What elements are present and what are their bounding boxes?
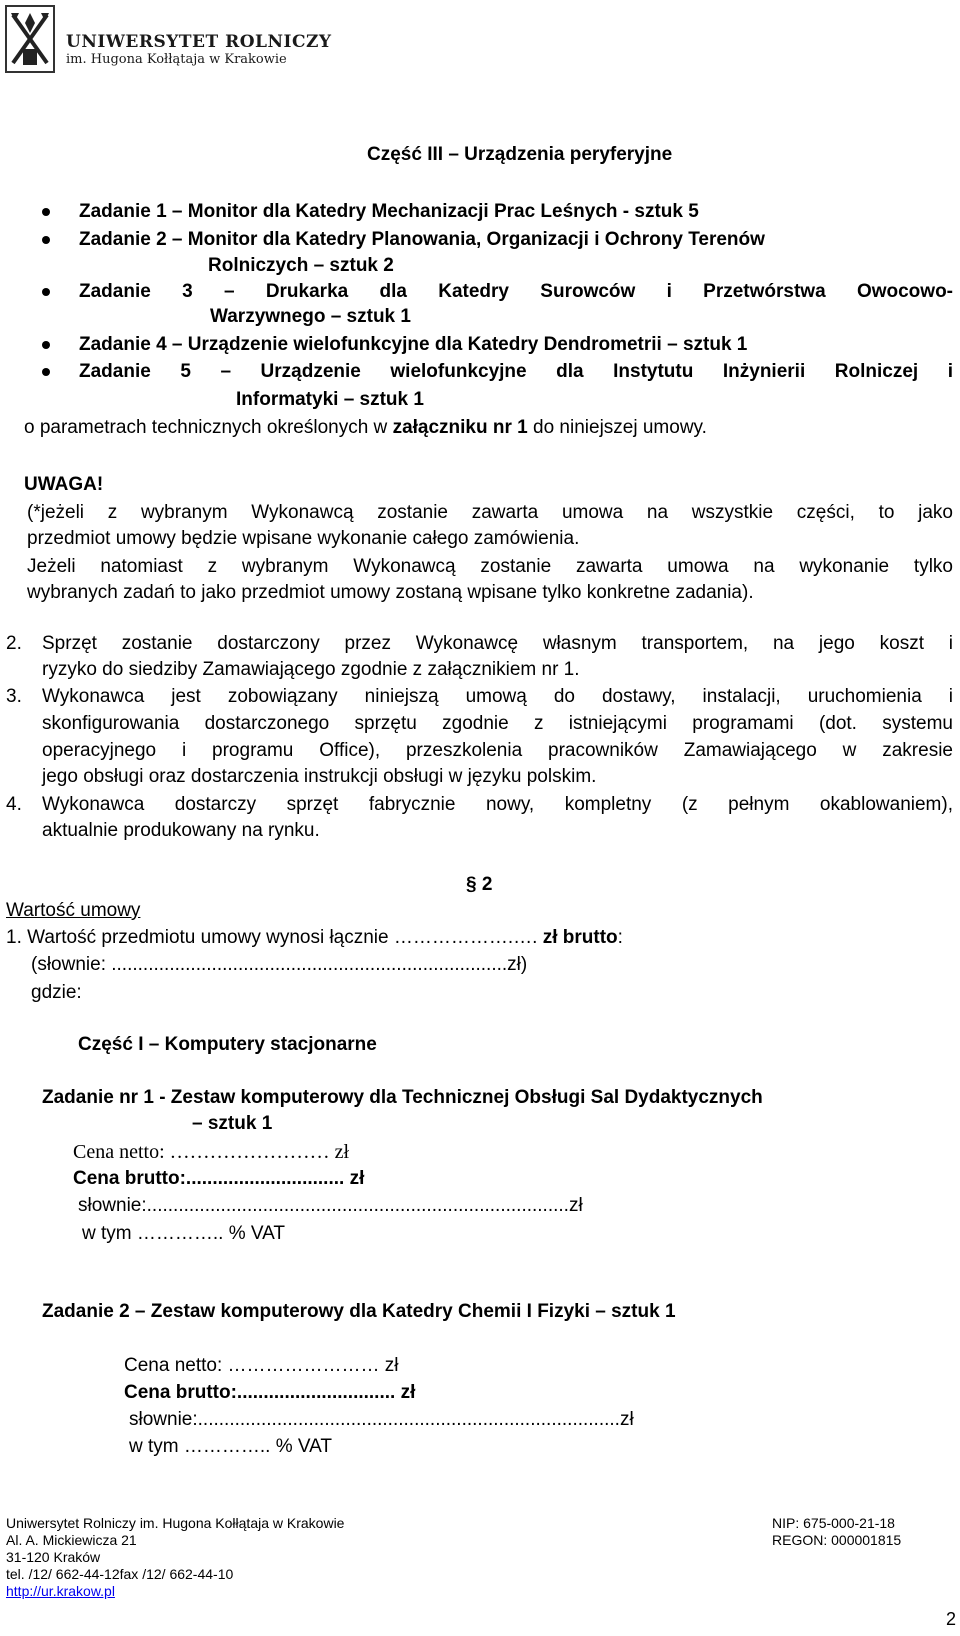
task-line: Zadanie 3 – Drukarka dla Katedry Surowców i Przetwórstwa Owocowo- [79,281,953,302]
net-price: Cena netto: …………………… zł [124,1355,399,1376]
warning-line: (*jeżeli z wybranym Wykonawcą zostanie zawarta umowa na wszystkie części, to jako [27,502,953,523]
point-line: Wykonawca dostarczy sprzęt fabrycznie nowy, kompletny (z pełnym okablowaniem), [42,794,953,815]
net-price: Cena netto: …………………… zł [73,1141,350,1163]
task-line: Rolniczych – sztuk 2 [208,255,394,276]
point-line: skonfigurowania dostarczonego sprzętu zgodnie z istniejącymi programami (dot. systemu [42,713,953,734]
value-in-words: (słownie: ...........................................................................zł) [31,954,528,975]
point-number: 2. [6,633,22,654]
point-line: ryzyko do siedziby Zamawiającego zgodnie z załącznikiem nr 1. [42,659,580,680]
task-line: Zadanie 1 – Monitor dla Katedry Mechanizacji Prac Leśnych - sztuk 5 [79,201,699,222]
bullet-icon [42,288,50,296]
bullet-icon [42,236,50,244]
task-line: Zadanie 4 – Urządzenie wielofunkcyjne dla Katedry Dendrometrii – sztuk 1 [79,334,748,355]
warning-line: wybranych zadań to jako przedmiot umowy zostaną wpisane tylko konkretne zadania). [27,582,754,603]
footer-address-line: 31-120 Kraków [6,1549,101,1565]
params-note [24,415,707,441]
bullet-icon [42,341,50,349]
price-in-words: słownie:................................................................................zł [129,1409,634,1430]
section-title: Część III – Urządzenia peryferyjne [367,144,673,165]
task-title: Zadanie nr 1 - Zestaw komputerowy dla Technicznej Obsługi Sal Dydaktycznych [42,1087,763,1108]
footer-nip: NIP: 675-000-21-18 [772,1515,895,1531]
task-title: – sztuk 1 [192,1113,273,1134]
page-number: 2 [946,1609,957,1629]
website-link[interactable]: http://ur.krakow.pl [6,1583,115,1599]
point-line: jego obsługi oraz dostarczenia instrukcji obsługi w języku polskim. [42,766,597,787]
footer-address-line: Uniwersytet Rolniczy im. Hugona Kołłątaja w Krakowie [6,1515,345,1531]
bullet-icon [42,368,50,376]
point-number: 3. [6,686,22,707]
task-line: Warzywnego – sztuk 1 [210,306,411,327]
price-in-words: słownie:................................................................................zł [78,1195,583,1216]
university-name: UNIWERSYTET ROLNICZY [66,32,332,52]
footer-address-line: Al. A. Mickiewicza 21 [6,1532,137,1548]
paragraph-sign: § 2 [466,874,493,895]
contract-value-text: 1. Wartość przedmiotu umowy wynosi łącznie ……………….…. [6,927,543,948]
warning-label: UWAGA! [24,474,104,495]
gross-price: Cena brutto:.............................. zł [73,1168,365,1189]
task-title: Zadanie 2 – Zestaw komputerowy dla Katedry Chemii I Fizyki – sztuk 1 [42,1301,676,1322]
university-crest-icon [5,5,55,73]
contract-value-colon: : [617,927,623,948]
gross-price: Cena brutto:.............................. zł [124,1382,416,1403]
where-label: gdzie: [31,982,82,1003]
section-heading: Wartość umowy [6,900,141,921]
warning-line: przedmiot umowy będzie wpisane wykonanie całego zamówienia. [27,528,580,549]
vat-line: w tym ………….. % VAT [82,1223,286,1244]
point-line: aktualnie produkowany na rynku. [42,820,320,841]
point-line: operacyjnego i programu Office), przeszkolenia pracowników Zamawiającego w zakresie [42,740,953,761]
footer-regon: REGON: 000001815 [772,1532,902,1548]
task-line: Informatyki – sztuk 1 [236,389,424,410]
task-line: Zadanie 5 – Urządzenie wielofunkcyjne dla Instytutu Inżynierii Rolniczej i [79,361,953,382]
point-number: 4. [6,794,22,815]
warning-line: Jeżeli natomiast z wybranym Wykonawcą zostanie zawarta umowa na wykonanie tylko [27,556,953,577]
params-prefix: o parametrach technicznych określonych w [24,417,393,438]
params-suffix: do niniejszej umowy. [527,417,707,438]
point-line: Wykonawca jest zobowiązany niniejszą umową do dostawy, instalacji, uruchomienia i [42,686,953,707]
part-title: Część I – Komputery stacjonarne [78,1034,377,1055]
point-line: Sprzęt zostanie dostarczony przez Wykonawcę własnym transportem, na jego koszt i [42,633,953,654]
bullet-icon [42,208,50,216]
university-subtitle: im. Hugona Kołłątaja w Krakowie [66,52,287,67]
footer-address-line: tel. /12/ 662-44-12fax /12/ 662-44-10 [6,1566,234,1582]
vat-line: w tym ………….. % VAT [129,1436,333,1457]
gross-label: zł brutto [542,927,618,948]
attachment-ref: załączniku nr 1 [392,417,528,438]
task-line: Zadanie 2 – Monitor dla Katedry Planowania, Organizacji i Ochrony Terenów [79,229,765,250]
contract-value [6,925,623,951]
